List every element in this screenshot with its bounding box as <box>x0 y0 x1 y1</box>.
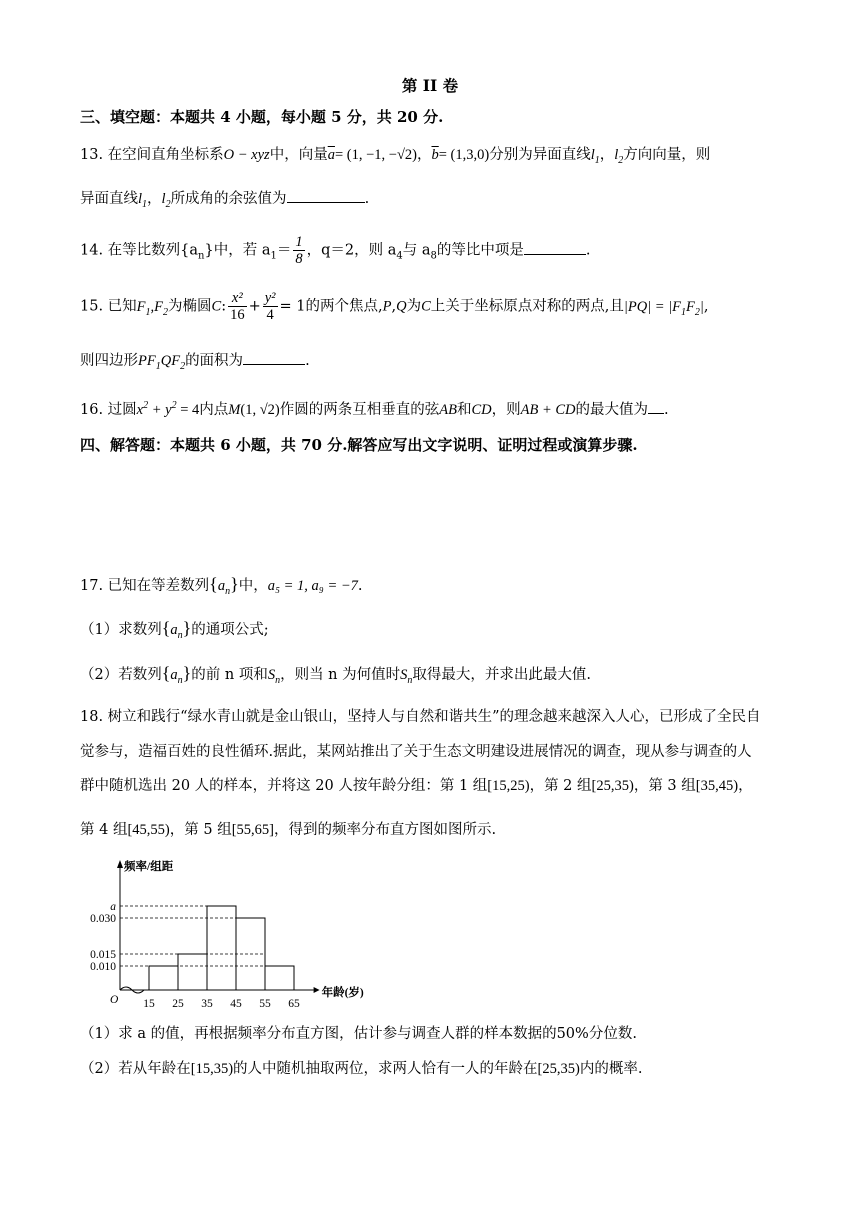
y-tick-label: 0.015 <box>90 949 116 961</box>
histogram-bar <box>149 966 178 990</box>
origin-label: O <box>110 994 119 1006</box>
x-tick-label: 25 <box>172 998 184 1010</box>
y-tick-label: 0.030 <box>90 913 116 925</box>
y-axis-arrow <box>117 860 123 868</box>
y-axis-label: 频率/组距 <box>124 861 174 873</box>
x-axis-arrow <box>314 987 320 993</box>
q16-line: 16. 过圆$x^2 + y^2 = 4$内点M(1, √2)作圆的两条互相垂直的弦AB和CD，则AB + CD的最大值为 . <box>80 400 669 418</box>
q18-part1: （1）求 a 的值，再根据频率分布直方图，估计参与调查人群的样本数据的50%分位数. <box>80 1026 637 1042</box>
page-title: 第 II 卷 <box>401 76 459 95</box>
x-axis-label: 年龄(岁) <box>321 987 364 999</box>
histogram-bar <box>265 966 294 990</box>
section4-heading: 四、解答题：本题共 6 小题，共 70 分.解答应写出文字说明、证明过程或演算步骤. <box>80 436 638 454</box>
answer-blank[interactable] <box>648 399 664 414</box>
section3-heading: 三、填空题：本题共 4 小题，每小题 5 分，共 20 分. <box>80 108 444 126</box>
x-tick-label: 65 <box>288 998 300 1010</box>
q17-part1: （1）求数列$\{a_n\}$的通项公式; <box>80 618 269 641</box>
fraction-x: $\frac{\text{x²}}{16}$ <box>230 290 245 323</box>
q18-line1: 18. 树立和践行“绿水青山就是金山银山，坚持人与自然和谐共生”的理念越来越深入人心，已形成了全民自 <box>80 709 761 725</box>
y-tick-label: 0.010 <box>90 961 116 973</box>
q13-line1: 13. 在空间直角坐标系O − xyz中，向量$\overline{a}= (1$, −1, −√2)，$\overline{b}= (1,3,0)$分别为异面直线$l_1$，$l_2$方向向量，则 <box>80 147 711 166</box>
q17-line1: 17. 已知在等差数列$\{a_n\}$中，a₅ = 1, a₉ = −7. <box>80 574 363 597</box>
frequency-histogram <box>78 856 378 1016</box>
q18-line2: 觉参与，造福百姓的良性循环.据此，某网站推出了关于生态文明建设进展情况的调查，现从参与调查的人 <box>80 744 752 760</box>
y-tick-label: a <box>110 901 116 913</box>
q18-line3: 群中随机选出 20 人的样本，并将这 20 人按年龄分组：第 1 组[15,25)，第 2 组[25,35)，第 3 组[35,45)， <box>80 778 753 794</box>
fraction-y: $\frac{\text{y²}}{4}$ <box>264 290 276 323</box>
q17-part2: （2）若数列$\{a_n\}$的前 n 项和$S_n$，则当 n 为何值时$S_n$取得最大，并求出此最大值. <box>80 663 591 686</box>
x-tick-label: 45 <box>230 998 242 1010</box>
q18-line4: 第 4 组[45,55)，第 5 组[55,65]，得到的频率分布直方图如图所示. <box>80 822 497 838</box>
fraction: $\frac{1}{8}$ <box>295 234 303 267</box>
x-tick-label: 15 <box>143 998 155 1010</box>
answer-blank[interactable] <box>287 188 365 203</box>
histogram-bar <box>178 954 207 990</box>
histogram-bar <box>207 906 236 990</box>
q13-number: 13. <box>80 147 104 163</box>
answer-blank[interactable] <box>243 350 305 365</box>
q18-part2: （2）若从年龄在[15,35)的人中随机抽取两位，求两人恰有一人的年龄在[25,35)内的概率. <box>80 1061 643 1077</box>
q15-line1: 15. 已知$F_1,F_2$为椭圆C: $\frac{\text{x²}}{16}$ + $\frac{\text{y²}}{4}$ = 1的两个焦点,P,Q为C上关于坐标原点对称的两点,且$|PQ| = |F_1F_2|$, <box>80 290 709 323</box>
q13-line2: 异面直线$l_1$，$l_2$所成角的余弦值为 . <box>80 188 800 216</box>
x-tick-label: 55 <box>259 998 271 1010</box>
q15-line2: 则四边形$PF_1QF_2$的面积为 . <box>80 350 800 378</box>
q14-line: 14. 在等比数列$\{a_n\}$中，若 $a_1=$ $\frac{1}{8}$ ，q＝2，则 $a_4$与 $a_8$的等比中项是 . <box>80 234 591 267</box>
x-tick-label: 35 <box>201 998 213 1010</box>
answer-blank[interactable] <box>524 240 586 255</box>
